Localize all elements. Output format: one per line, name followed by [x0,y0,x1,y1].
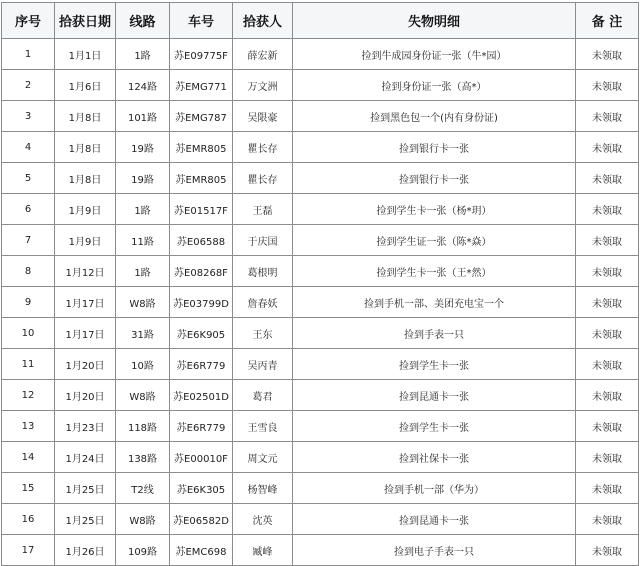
cell-date: 1月12日 [55,256,116,287]
cell-note: 未领取 [576,163,639,194]
cell-note: 未领取 [576,318,639,349]
cell-no: 1 [2,39,55,70]
cell-no: 6 [2,194,55,225]
table-row [2,442,639,473]
cell-note: 未领取 [576,70,639,101]
cell-route: W8路 [116,504,170,535]
cell-date: 1月23日 [55,411,116,442]
table-row [2,473,639,504]
cell-detail: 捡到学生卡一张 [293,349,576,380]
cell-finder: 瞿长存 [233,132,293,163]
cell-no: 10 [2,318,55,349]
header-no: 序号 [2,3,55,39]
header-plate: 车号 [170,3,233,39]
cell-date: 1月20日 [55,349,116,380]
cell-finder: 葛根明 [233,256,293,287]
cell-detail: 捡到学生卡一张（杨*玥） [293,194,576,225]
cell-date: 1月17日 [55,318,116,349]
cell-finder: 沈英 [233,504,293,535]
cell-plate: 苏EMR805 [170,163,233,194]
cell-no: 2 [2,70,55,101]
cell-note: 未领取 [576,442,639,473]
cell-no: 9 [2,287,55,318]
header-finder: 拾获人 [233,3,293,39]
cell-finder: 杨智峰 [233,473,293,504]
cell-note: 未领取 [576,256,639,287]
cell-plate: 苏E6K905 [170,318,233,349]
cell-no: 15 [2,473,55,504]
cell-route: 19路 [116,163,170,194]
cell-no: 12 [2,380,55,411]
cell-note: 未领取 [576,349,639,380]
cell-route: 1路 [116,256,170,287]
header-detail: 失物明细 [293,3,576,39]
cell-plate: 苏EMG787 [170,101,233,132]
header-note: 备 注 [576,3,639,39]
cell-plate: 苏EMC698 [170,535,233,566]
cell-note: 未领取 [576,132,639,163]
cell-note: 未领取 [576,225,639,256]
cell-plate: 苏E03799D [170,287,233,318]
cell-plate: 苏E06588 [170,225,233,256]
cell-no: 8 [2,256,55,287]
cell-route: 11路 [116,225,170,256]
header-date: 拾获日期 [55,3,116,39]
cell-detail: 捡到社保卡一张 [293,442,576,473]
cell-detail: 捡到昆通卡一张 [293,380,576,411]
cell-note: 未领取 [576,380,639,411]
cell-finder: 吴丙青 [233,349,293,380]
cell-note: 未领取 [576,473,639,504]
cell-date: 1月9日 [55,225,116,256]
cell-finder: 臧峰 [233,535,293,566]
cell-plate: 苏EMR805 [170,132,233,163]
table-row [2,132,639,163]
cell-plate: 苏E6R779 [170,349,233,380]
table-row [2,194,639,225]
cell-plate: 苏E09775F [170,39,233,70]
cell-detail: 捡到学生卡一张 [293,411,576,442]
cell-finder: 于庆国 [233,225,293,256]
cell-route: W8路 [116,287,170,318]
cell-plate: 苏E06582D [170,504,233,535]
cell-finder: 王雪良 [233,411,293,442]
table-body [2,39,639,566]
cell-detail: 捡到身份证一张（高*） [293,70,576,101]
cell-detail: 捡到银行卡一张 [293,163,576,194]
cell-detail: 捡到牛成园身份证一张（牛*园） [293,39,576,70]
cell-plate: 苏E6R779 [170,411,233,442]
cell-note: 未领取 [576,504,639,535]
cell-route: 19路 [116,132,170,163]
table-row [2,39,639,70]
cell-date: 1月1日 [55,39,116,70]
cell-no: 11 [2,349,55,380]
cell-note: 未领取 [576,411,639,442]
cell-date: 1月25日 [55,473,116,504]
cell-finder: 薛宏新 [233,39,293,70]
cell-note: 未领取 [576,101,639,132]
table-header [2,3,639,39]
cell-detail: 捡到银行卡一张 [293,132,576,163]
table-row [2,163,639,194]
cell-plate: 苏EMG771 [170,70,233,101]
cell-detail: 捡到手表一只 [293,318,576,349]
cell-route: 118路 [116,411,170,442]
table-row [2,504,639,535]
cell-detail: 捡到手机一部（华为） [293,473,576,504]
cell-route: 124路 [116,70,170,101]
cell-date: 1月25日 [55,504,116,535]
cell-date: 1月6日 [55,70,116,101]
cell-no: 13 [2,411,55,442]
cell-plate: 苏E01517F [170,194,233,225]
table-row [2,225,639,256]
cell-route: 1路 [116,39,170,70]
table-row [2,411,639,442]
cell-note: 未领取 [576,39,639,70]
cell-note: 未领取 [576,287,639,318]
cell-detail: 捡到昆通卡一张 [293,504,576,535]
cell-date: 1月17日 [55,287,116,318]
cell-plate: 苏E08268F [170,256,233,287]
cell-date: 1月20日 [55,380,116,411]
cell-route: 138路 [116,442,170,473]
table-row [2,287,639,318]
cell-finder: 瞿长存 [233,163,293,194]
table-row [2,256,639,287]
cell-detail: 捡到学生证一张（陈*焱） [293,225,576,256]
cell-route: 10路 [116,349,170,380]
cell-date: 1月8日 [55,132,116,163]
cell-note: 未领取 [576,535,639,566]
cell-date: 1月26日 [55,535,116,566]
cell-no: 14 [2,442,55,473]
cell-finder: 王磊 [233,194,293,225]
lost-items-table [1,2,639,566]
cell-route: 101路 [116,101,170,132]
cell-date: 1月8日 [55,101,116,132]
cell-no: 7 [2,225,55,256]
cell-finder: 吴限豪 [233,101,293,132]
cell-date: 1月8日 [55,163,116,194]
table-row [2,380,639,411]
cell-no: 4 [2,132,55,163]
table-row [2,349,639,380]
cell-detail: 捡到电子手表一只 [293,535,576,566]
table-row [2,101,639,132]
cell-finder: 万文洲 [233,70,293,101]
cell-finder: 周文元 [233,442,293,473]
cell-finder: 詹春妖 [233,287,293,318]
cell-no: 17 [2,535,55,566]
table-row [2,535,639,566]
cell-route: W8路 [116,380,170,411]
header-route: 线路 [116,3,170,39]
cell-finder: 王东 [233,318,293,349]
cell-date: 1月24日 [55,442,116,473]
cell-date: 1月9日 [55,194,116,225]
cell-plate: 苏E6K305 [170,473,233,504]
table-row [2,70,639,101]
cell-detail: 捡到学生卡一张（王*然） [293,256,576,287]
cell-no: 3 [2,101,55,132]
cell-route: 109路 [116,535,170,566]
header-row [2,3,639,39]
cell-plate: 苏E02501D [170,380,233,411]
cell-route: 31路 [116,318,170,349]
cell-no: 16 [2,504,55,535]
cell-note: 未领取 [576,194,639,225]
cell-route: 1路 [116,194,170,225]
cell-detail: 捡到手机一部、美团充电宝一个 [293,287,576,318]
cell-finder: 葛君 [233,380,293,411]
cell-plate: 苏E00010F [170,442,233,473]
cell-no: 5 [2,163,55,194]
cell-detail: 捡到黑色包一个(内有身份证) [293,101,576,132]
cell-route: T2线 [116,473,170,504]
table-row [2,318,639,349]
